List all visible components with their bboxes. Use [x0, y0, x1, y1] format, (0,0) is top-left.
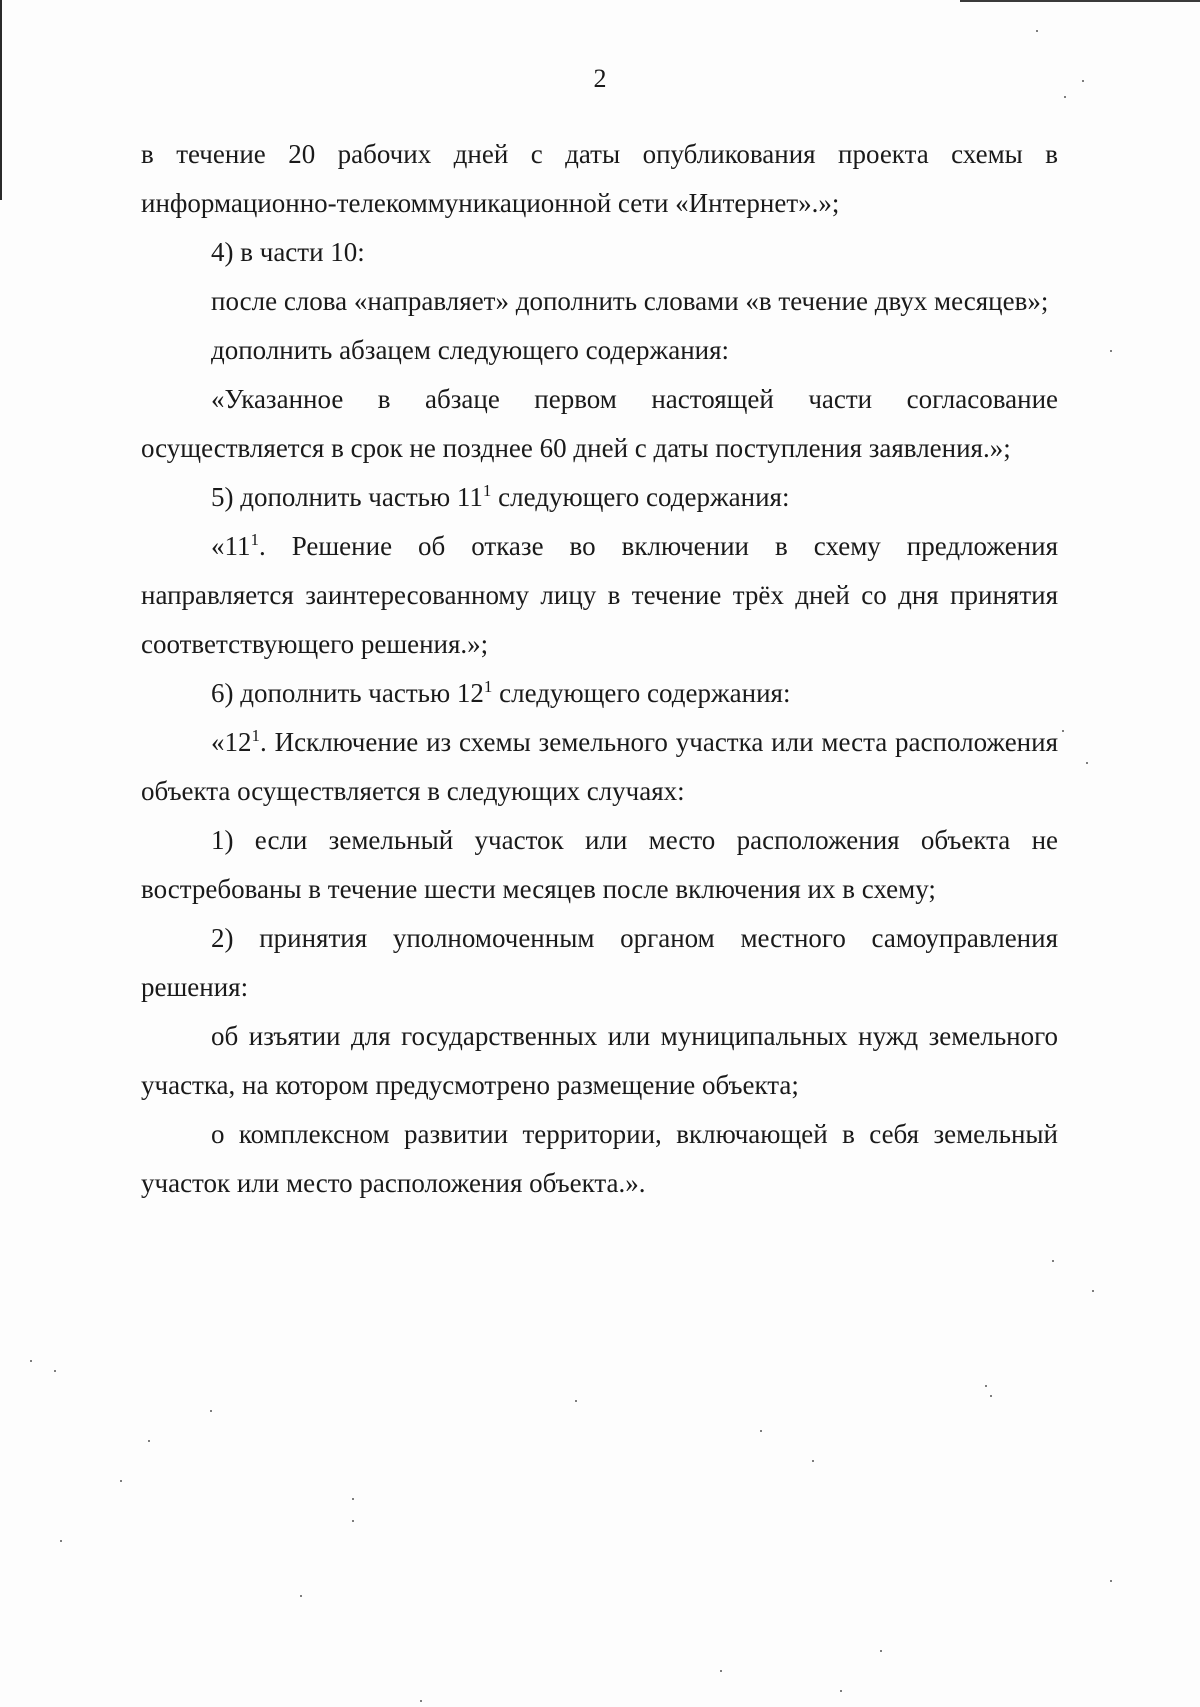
scan-speck — [985, 1385, 987, 1387]
scan-speck — [30, 1360, 32, 1362]
paragraph-p7 — [141, 522, 1058, 669]
scan-speck — [352, 1498, 354, 1500]
paragraph-text: следующего содержания: — [492, 678, 791, 708]
scan-speck — [352, 1520, 354, 1522]
paragraph-p9 — [141, 718, 1058, 816]
paragraph-text: об изъятии для государственных или муниципальных нужд земельного участка, на котором предусмотрено размещение объекта; — [141, 1021, 1058, 1100]
paragraph-text: дополнить абзацем следующего содержания: — [211, 335, 730, 365]
paragraph-text: 5) дополнить частью 11 — [211, 482, 483, 512]
paragraph-text: следующего содержания: — [491, 482, 790, 512]
paragraph-p1 — [141, 130, 1058, 228]
scan-speck — [1064, 96, 1066, 98]
paragraph-text: о комплексном развитии территории, включающей в себя земельный участок или место расположения объекта.». — [141, 1119, 1058, 1198]
paragraph-text: 1) если земельный участок или место расположения объекта не востребованы в течение шести месяцев после включения их в схему; — [141, 825, 1058, 904]
paragraph-p6 — [141, 473, 1058, 522]
paragraph-p4 — [141, 326, 1058, 375]
superscript: 1 — [250, 530, 259, 549]
paragraph-p11 — [141, 914, 1058, 1012]
scan-speck — [990, 1395, 992, 1397]
paragraph-text: в течение 20 рабочих дней с даты опубликования проекта схемы в информационно-телекоммуникационной сети «Интернет».»; — [141, 139, 1058, 218]
paragraph-text: . Решение об отказе во включении в схему предложения направляется заинтересованному лицу в течение трёх дней со дня принятия соответствующего решения.»; — [141, 531, 1058, 659]
scan-speck — [120, 1480, 122, 1482]
paragraph-p2 — [141, 228, 1058, 277]
scan-speck — [210, 1410, 212, 1412]
paragraph-text: 2) принятия уполномоченным органом местного самоуправления решения: — [141, 923, 1058, 1002]
scan-speck — [1036, 30, 1038, 32]
scan-speck — [1086, 762, 1088, 764]
scan-speck — [420, 1700, 422, 1702]
scan-speck — [1082, 80, 1084, 82]
scan-speck — [1110, 1580, 1112, 1582]
superscript: 1 — [251, 726, 260, 745]
paragraph-text: «Указанное в абзаце первом настоящей части согласование осуществляется в срок не позднее 60 дней с даты поступления заявления.»; — [141, 384, 1058, 463]
scan-speck — [1062, 730, 1064, 732]
paragraph-p5 — [141, 375, 1058, 473]
scan-speck — [575, 1400, 577, 1402]
scan-speck — [840, 1690, 842, 1692]
scan-speck — [148, 1440, 150, 1442]
paragraph-text: 6) дополнить частью 12 — [211, 678, 484, 708]
scan-speck — [880, 1650, 882, 1652]
scan-edge-top — [960, 0, 1200, 2]
scan-speck — [812, 1460, 814, 1462]
superscript: 1 — [482, 481, 492, 500]
scan-speck — [54, 1370, 56, 1372]
scan-speck — [300, 1595, 302, 1597]
page-number: 2 — [593, 64, 607, 93]
scan-speck — [60, 1540, 62, 1542]
scan-speck — [720, 1670, 722, 1672]
paragraph-text: «11 — [211, 531, 251, 561]
paragraph-p13 — [141, 1110, 1058, 1208]
paragraph-text: «12 — [211, 727, 252, 757]
scan-edge-left — [0, 0, 2, 200]
paragraph-p3 — [141, 277, 1058, 326]
paragraph-text: . Исключение из схемы земельного участка или места расположения объекта осуществляется в следующих случаях: — [141, 727, 1058, 806]
paragraph-p8 — [141, 669, 1058, 718]
scan-speck — [1092, 1290, 1094, 1292]
paragraph-p10 — [141, 816, 1058, 914]
paragraph-p12 — [141, 1012, 1058, 1110]
scan-speck — [1110, 350, 1112, 352]
superscript: 1 — [483, 677, 493, 696]
scan-speck — [760, 1430, 762, 1432]
scan-speck — [1052, 1260, 1054, 1262]
paragraph-text: после слова «направляет» дополнить словами «в течение двух месяцев»; — [211, 286, 1049, 316]
document-body — [141, 130, 1058, 1208]
paragraph-text: 4) в части 10: — [211, 237, 365, 267]
